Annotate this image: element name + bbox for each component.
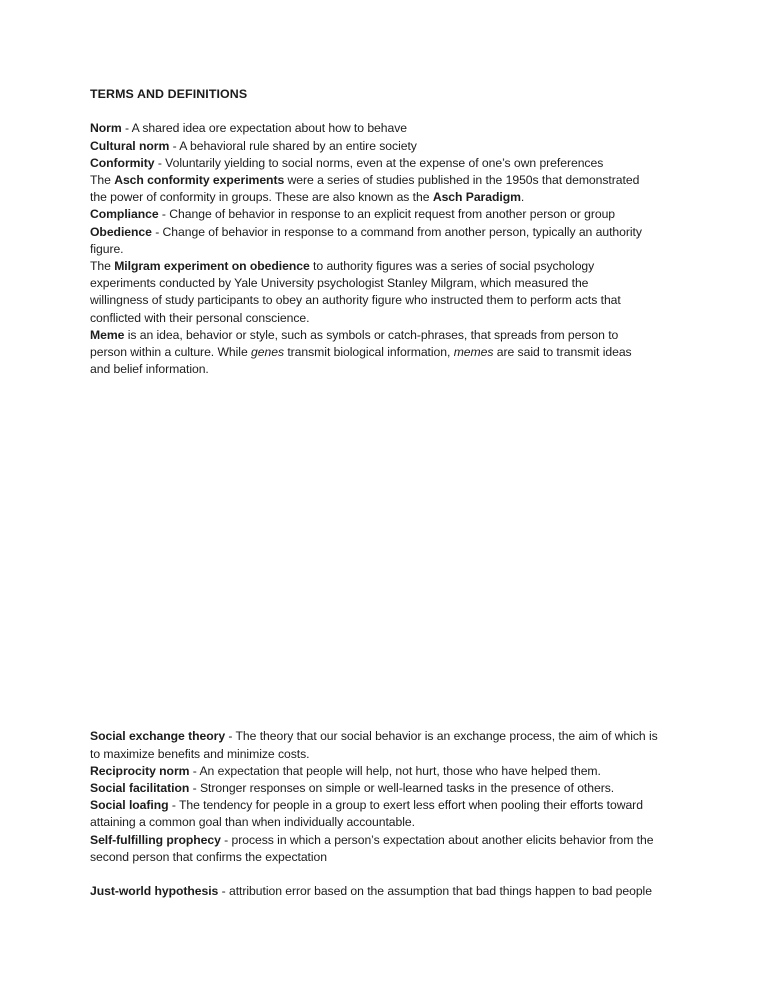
text-line — [90, 275, 702, 292]
text-segment: are said to transmit ideas — [493, 345, 632, 360]
text-segment: The — [90, 173, 115, 187]
text-segment: willingness of study participants to obey an authority figure who instructed them to perform acts that — [90, 293, 621, 308]
text-segment: second person that confirms the expectation — [90, 849, 328, 864]
text-line — [90, 832, 702, 849]
text-segment: to authority figures was a series of social psychology — [309, 259, 595, 274]
text-line — [90, 849, 702, 866]
term-bold: Social exchange theory — [90, 729, 226, 744]
text-segment: figure. — [90, 241, 124, 256]
text-line — [90, 292, 702, 309]
text-segment: attaining a common goal than when individually accountable. — [90, 815, 415, 830]
text-segment: . — [520, 190, 525, 205]
text-segment: - process in which a person’s expectation about another elicits behavior from the — [220, 832, 654, 847]
text-segment: - An expectation that people will help, not hurt, those who have helped them. — [189, 763, 601, 778]
definitions-block-social-influence — [90, 120, 702, 378]
text-segment: transmit biological information, — [284, 345, 454, 360]
text-line — [90, 883, 702, 900]
term-bold: Asch conformity experiments — [114, 173, 285, 187]
text-segment: - Stronger responses on simple or well-learned tasks in the presence of others. — [189, 781, 615, 796]
text-segment: - Change of behavior in response to a command from another person, typically an authority — [151, 224, 642, 239]
text-line — [90, 361, 702, 378]
text-line — [90, 155, 702, 172]
definitions-block-social-behavior — [90, 728, 702, 866]
text-segment: is an idea, behavior or style, such as symbols or catch-phrases, that spreads from person to — [124, 327, 619, 342]
term-bold: Just-world hypothesis — [90, 884, 219, 899]
text-segment: were a series of studies published in the 1950s that demonstrated — [284, 173, 640, 187]
text-segment: the power of conformity in groups. These are also known as the — [90, 190, 433, 205]
text-segment: - The tendency for people in a group to exert less effort when pooling their efforts toward — [168, 798, 643, 813]
text-line — [90, 120, 702, 137]
text-line — [90, 224, 702, 241]
text-line — [90, 258, 702, 275]
text-column — [90, 86, 702, 900]
term-bold: Norm — [90, 121, 122, 136]
blank-line — [90, 103, 702, 120]
term-bold: Compliance — [90, 207, 159, 222]
text-line — [90, 172, 702, 189]
text-line — [90, 206, 702, 223]
blank-line — [90, 866, 702, 883]
text-line — [90, 780, 702, 797]
text-segment: conflicted with their personal conscience. — [90, 310, 310, 325]
text-line — [90, 797, 702, 814]
term-italic: memes — [453, 345, 494, 360]
term-italic: genes — [251, 345, 284, 360]
text-segment: to maximize benefits and minimize costs. — [90, 746, 310, 761]
text-line — [90, 310, 702, 327]
text-line — [90, 241, 702, 258]
text-segment: The — [90, 259, 115, 274]
text-segment: and belief information. — [90, 362, 209, 377]
definitions-block-attribution — [90, 883, 702, 900]
text-segment: - Voluntarily yielding to social norms, even at the expense of one’s own preferences — [154, 155, 604, 170]
text-segment: - A shared idea ore expectation about how to behave — [121, 121, 408, 136]
term-bold: Milgram experiment on obedience — [114, 259, 310, 274]
term-bold: Self-fulfilling prophecy — [90, 832, 221, 847]
text-line — [90, 327, 702, 344]
text-line — [90, 344, 702, 361]
text-line — [90, 138, 702, 155]
term-bold: Social loafing — [90, 798, 169, 813]
text-segment: experiments conducted by Yale University psychologist Stanley Milgram, which measured the — [90, 276, 589, 291]
text-line — [90, 763, 702, 780]
vertical-gap — [90, 378, 702, 728]
term-bold: Obedience — [90, 224, 152, 239]
term-bold: Meme — [90, 327, 125, 342]
text-line — [90, 746, 702, 763]
text-line — [90, 189, 702, 206]
text-segment: - The theory that our social behavior is an exchange process, the aim of which is — [225, 729, 658, 744]
term-bold: Cultural norm — [90, 138, 170, 153]
text-segment: - attribution error based on the assumption that bad things happen to bad people — [218, 884, 652, 899]
document-heading: TERMS AND DEFINITIONS — [90, 87, 248, 101]
term-bold: Asch Paradigm — [432, 190, 521, 205]
text-segment: - Change of behavior in response to an explicit request from another person or group — [158, 207, 616, 222]
text-segment: person within a culture. While — [90, 345, 252, 360]
term-bold: Conformity — [90, 155, 155, 170]
text-segment: - A behavioral rule shared by an entire society — [169, 138, 417, 153]
term-bold: Reciprocity norm — [90, 763, 190, 778]
text-line — [90, 814, 702, 831]
term-bold: Social facilitation — [90, 781, 190, 796]
text-line — [90, 728, 702, 745]
